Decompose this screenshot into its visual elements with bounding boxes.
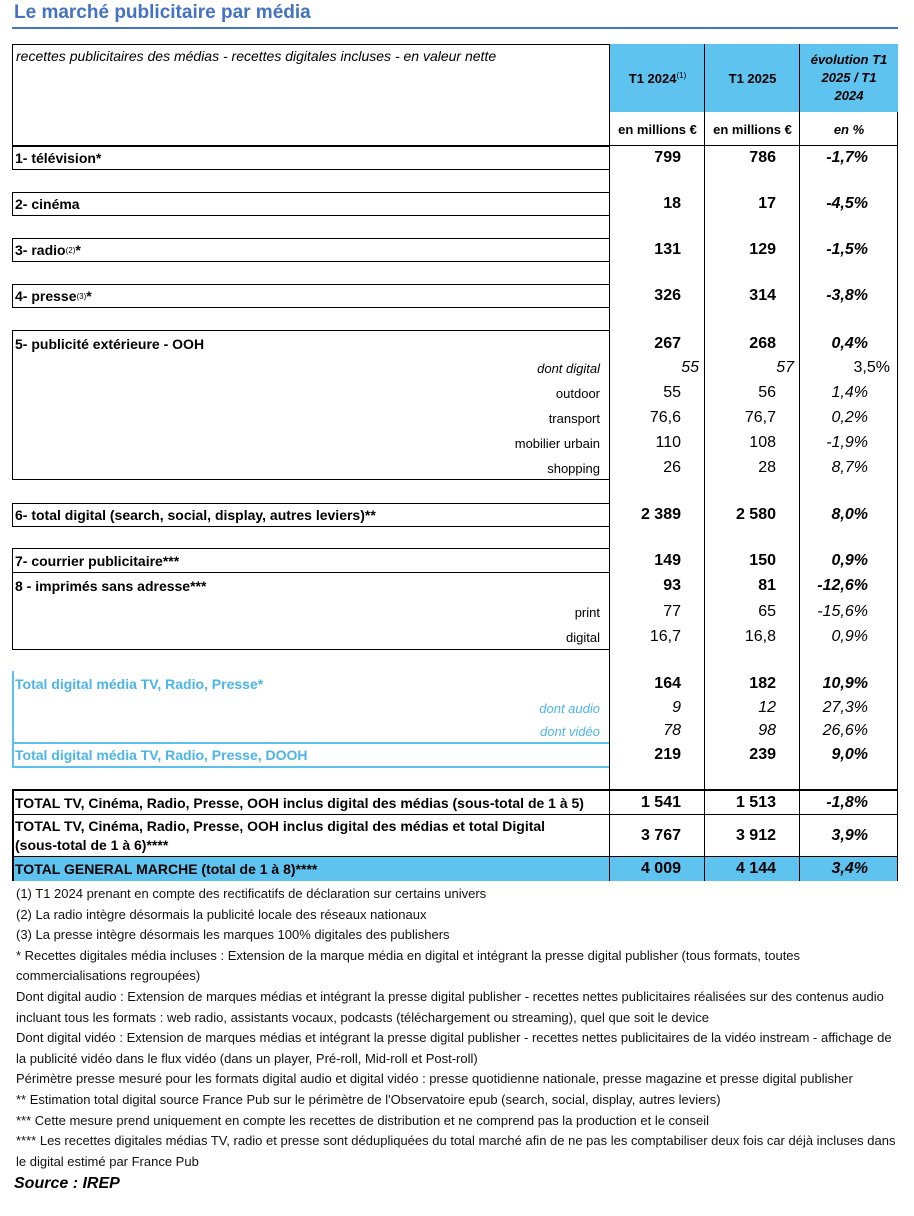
table-cell: 182 — [749, 675, 776, 692]
table-cell: 78 — [663, 722, 681, 739]
table-cell: 81 — [758, 577, 776, 594]
table-cell: 17 — [758, 195, 776, 212]
row-ooh-shopping — [12, 456, 898, 480]
table-cell: -1,8% — [826, 793, 868, 811]
table-cell: transport — [548, 410, 600, 426]
table-cell: 7- courrier publicitaire*** — [15, 552, 180, 569]
table-cell: 4 009 — [640, 859, 681, 877]
table-cell: 164 — [654, 675, 681, 692]
table-cell: 3,5% — [853, 359, 890, 376]
table-cell: -1,7% — [826, 149, 868, 166]
table-cell: 98 — [758, 722, 776, 739]
row-ooh-outdoor — [12, 381, 898, 405]
footnote: Dont digital vidéo : Extension de marques médias et intégrant la presse digital publisher - recettes nettes publicitaires de la vidéo instream - affichage de la publicité vidéo dans le flux vidéo (dans un player, Pré-roll, Mid-roll et Post-roll) — [16, 1030, 896, 1066]
table-cell: 8,7% — [831, 459, 868, 476]
table-cell: 1 513 — [735, 793, 776, 811]
table-cell: 55 — [681, 359, 699, 376]
table-cell: 3 912 — [735, 826, 776, 844]
table-cell: 56 — [758, 384, 776, 401]
table-cell: 110 — [655, 434, 681, 451]
footnote: Dont digital audio : Extension de marques médias et intégrant la presse digital publisher - recettes nettes publicitaires réalisées sur des contenus audio incluant tous les formats : web radio, assistants vocaux, podcasts (téléchargement ou streaming), quel que soit le device — [16, 988, 888, 1025]
row-total-general — [12, 856, 898, 881]
table-cell: 2 389 — [640, 506, 681, 523]
table-cell: 26,6% — [822, 722, 868, 739]
table-cell: 4- presse (3) * — [15, 288, 92, 304]
footnote: **** Les recettes digitales médias TV, radio et presse sont dédupliquées du total marché afin de ne pas les comptabiliser deux fois car déjà incluses dans le digital estimé par France Pub — [16, 1133, 900, 1169]
row-imprimes — [12, 574, 898, 598]
row-imprimes-digital — [12, 625, 898, 649]
table-cell: 5- publicité extérieure - OOH — [15, 336, 205, 352]
table-cell: digital — [566, 629, 600, 645]
row-radio — [12, 238, 898, 262]
table-cell: 9,0% — [831, 746, 868, 763]
table-cell: 131 — [654, 241, 681, 258]
footnote: *** Cette mesure prend uniquement en compte les recettes de distribution et ne comprend pas la production et le conseil — [16, 1112, 710, 1128]
table-cell: -4,5% — [826, 195, 868, 212]
row-courrier — [12, 549, 898, 572]
table-cell: 0,2% — [831, 409, 868, 426]
table-cell: TOTAL GENERAL MARCHE (total de 1 à 8)**** — [15, 860, 318, 877]
table-cell: mobilier urbain — [514, 435, 600, 451]
table-cell: 77 — [663, 603, 681, 620]
row-imprimes-print — [12, 600, 898, 624]
table-cell: 239 — [749, 746, 776, 763]
table-cell: 76,7 — [744, 409, 776, 426]
table-cell: 9 — [672, 699, 681, 716]
table-cell: 8 - imprimés sans adresse*** — [15, 578, 207, 594]
table-cell: 93 — [663, 577, 681, 594]
table-cell: Total digital média TV, Radio, Presse, DOOH — [15, 747, 308, 763]
table-cell: 786 — [749, 149, 776, 166]
table-cell: 219 — [654, 746, 681, 763]
table-cell: 57 — [776, 359, 794, 376]
row-television — [12, 146, 898, 170]
table-cell: 149 — [654, 551, 681, 569]
table-cell: 6- total digital (search, social, display, autres leviers)** — [15, 507, 376, 523]
table-cell: 8,0% — [831, 506, 868, 523]
table-cell: 2 580 — [735, 506, 776, 523]
table-cell: 0,4% — [831, 335, 868, 352]
row-dont-audio — [12, 697, 898, 719]
table-cell: 26 — [663, 459, 681, 476]
table-cell: 0,9% — [831, 551, 868, 569]
footnote: * Recettes digitales média incluses : Extension de la marque média en digital et intégrant la presse digital publisher (tous formats, toutes commercialisations regroupées) — [16, 947, 804, 984]
table-cell: -3,8% — [826, 287, 868, 304]
footnote: (1) T1 2024 prenant en compte des rectificatifs de déclaration sur certains univers — [16, 886, 487, 901]
table-cell: 18 — [663, 195, 681, 212]
table-cell: 3- radio (2) * — [15, 242, 81, 258]
table-cell: 150 — [749, 551, 776, 569]
table-cell: 108 — [749, 434, 776, 451]
footnote: (2) La radio intègre désormais la publicité locale des réseaux nationaux — [16, 906, 427, 922]
row-total-digital — [12, 503, 898, 527]
table-cell: 76,6 — [649, 409, 681, 426]
table-cell: 10,9% — [822, 675, 868, 692]
table-cell: 1 541 — [640, 793, 681, 811]
table-cell: 65 — [758, 603, 776, 620]
table-cell: 3,9% — [831, 826, 868, 844]
table-cell: 12 — [758, 699, 776, 716]
table-cell: print — [574, 604, 600, 620]
title-underline — [12, 27, 898, 29]
units-col2: en millions € — [713, 122, 792, 137]
table-cell: 129 — [749, 241, 776, 258]
table-cell: dont digital — [537, 360, 600, 376]
table-cell: 314 — [749, 287, 776, 304]
row-cinema — [12, 192, 898, 216]
row-ooh-transport — [12, 406, 898, 430]
units-col1: en millions € — [618, 122, 697, 137]
table-cell: TOTAL TV, Cinéma, Radio, Presse, OOH inclus digital des médias (sous-total de 1 à 5) — [15, 794, 584, 811]
table-cell: -12,6% — [817, 577, 868, 594]
row-total-digital-media-dooh — [12, 744, 898, 766]
table-cell: 27,3% — [822, 699, 868, 716]
table-cell: -1,9% — [826, 434, 868, 451]
table-cell: 28 — [758, 459, 776, 476]
header-description: recettes publicitaires des médias - recettes digitales incluses - en valeur nette — [16, 48, 497, 64]
table-cell: 55 — [663, 384, 681, 401]
table-cell: 3 767 — [640, 826, 681, 844]
table-cell: 4 144 — [735, 859, 776, 877]
table-cell: dont vidéo — [540, 723, 600, 739]
source-label: Source : IREP — [14, 1175, 120, 1192]
row-presse — [12, 284, 898, 308]
page-title: Le marché publicitaire par média — [14, 2, 311, 23]
footnote: (3) La presse intègre désormais les marques 100% digitales des publishers — [16, 927, 450, 943]
table-cell: -15,6% — [817, 603, 868, 620]
row-ooh — [12, 332, 898, 356]
table-cell: 16,8 — [744, 628, 776, 645]
table-cell: TOTAL TV, Cinéma, Radio, Presse, OOH inclus digital des médias et total Digital (sous-total de 1 à 6)**** — [15, 817, 546, 853]
row-total-digital-media — [12, 672, 898, 696]
header-t1-2025: T1 2025 — [705, 44, 800, 112]
table-cell: 0,9% — [831, 628, 868, 645]
table-cell: 2- cinéma — [15, 196, 80, 212]
row-ooh-mobilier — [12, 431, 898, 455]
table-cell: 1- télévision* — [15, 150, 102, 166]
row-ooh-digital — [12, 356, 898, 380]
table-cell: 799 — [654, 149, 681, 166]
table-cell: 268 — [749, 335, 776, 352]
units-col3: en % — [833, 122, 865, 137]
row-subtotal-1-5 — [12, 791, 898, 814]
table-cell: outdoor — [555, 385, 600, 401]
table-cell: 16,7 — [649, 628, 681, 645]
table-cell: Total digital média TV, Radio, Presse* — [15, 676, 264, 692]
table-cell: shopping — [547, 460, 600, 476]
table-cell: 267 — [654, 335, 681, 352]
header-evolution: évolution T1 2025 / T1 2024 — [800, 44, 898, 112]
footnote: Périmètre presse mesuré pour les formats digital audio et digital vidéo : presse quotidienne nationale, presse magazine et presse digital publisher — [16, 1071, 853, 1087]
table-cell: 1,4% — [831, 384, 868, 401]
row-dont-video — [12, 720, 898, 742]
table-cell: dont audio — [539, 700, 600, 716]
table-cell: -1,5% — [826, 241, 868, 258]
table-cell: 3,4% — [831, 859, 868, 877]
row-subtotal-1-6 — [12, 815, 898, 856]
footnotes — [16, 884, 900, 1172]
header-t1-2024: T1 2024$^{(1)}$ — [610, 44, 705, 112]
footnote: ** Estimation total digital source France Pub sur le périmètre de l'Observatoire epub (search, social, display, autres leviers) — [16, 1091, 721, 1107]
table-cell: 326 — [654, 287, 681, 304]
